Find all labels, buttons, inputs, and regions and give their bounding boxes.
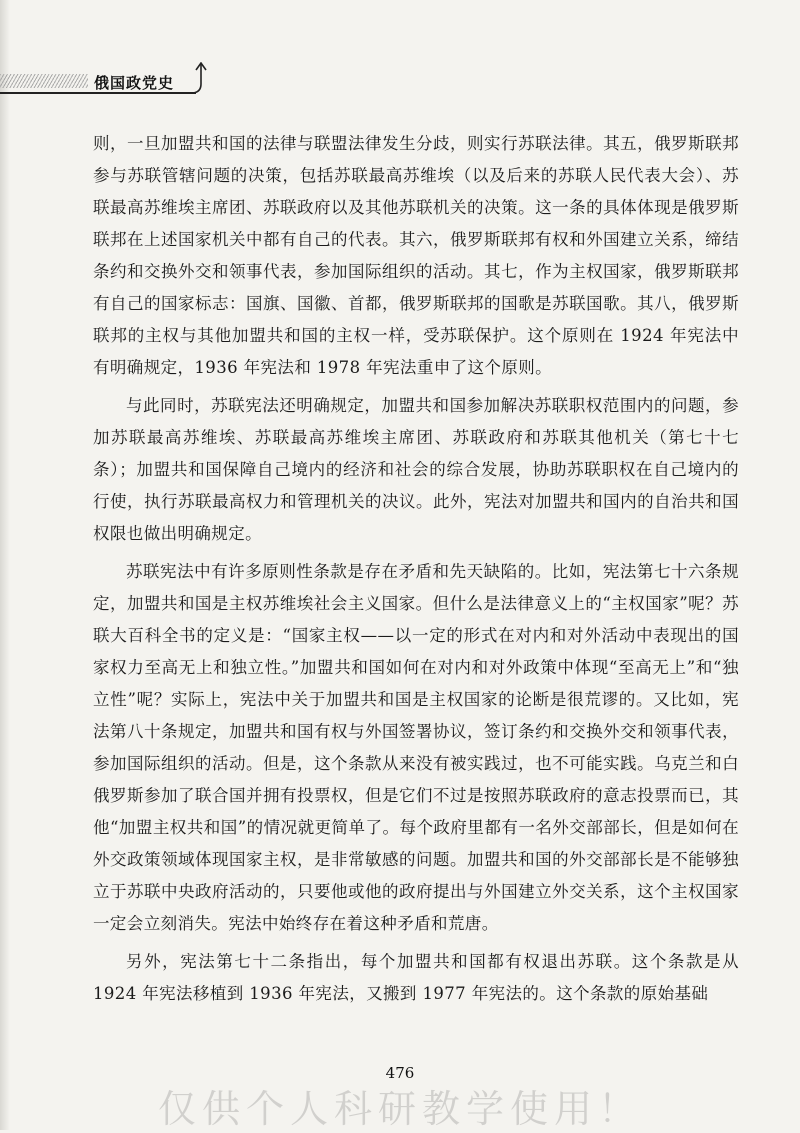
header-hatch-decoration	[0, 74, 88, 88]
paragraph-3: 苏联宪法中有许多原则性条款是存在矛盾和先天缺陷的。比如，宪法第七十六条规定，加盟共和国是主权苏维埃社会主义国家。但什么是法律意义上的“主权国家”呢？苏联大百科全书的定义是：“国家主权——以一定的形式在对内和对外活动中表现出的国家权力至高无上和独立性。”加盟共和国如何在对内和对外政策中体现“至高无上”和“独立性”呢？实际上，宪法中关于加盟共和国是主权国家的论断是很荒谬的。又比如，宪法第八十条规定，加盟共和国有权与外国签署协议，签订条约和交换外交和领事代表，参加国际组织的活动。但是，这个条款从来没有被实践过，也不可能实践。乌克兰和白俄罗斯参加了联合国并拥有投票权，但是它们不过是按照苏联政府的意志投票而已，其他“加盟主权共和国”的情况就更简单了。每个政府里都有一名外交部部长，但是如何在外交政策领域体现国家主权，是非常敏感的问题。加盟共和国的外交部部长是不能够独立于苏联中央政府活动的，只要他或他的政府提出与外国建立外交关系，这个主权国家一定会立刻消失。宪法中始终存在着这种矛盾和荒唐。	[93, 562, 739, 933]
page-number: 476	[385, 1064, 415, 1082]
watermark: 仅供个人科研教学使用！	[157, 1087, 642, 1131]
book-title: 俄国政党史	[94, 74, 175, 92]
header-rule	[0, 92, 196, 94]
body-text	[93, 128, 739, 1016]
running-header	[0, 62, 230, 102]
paragraph-2: 与此同时，苏联宪法还明确规定，加盟共和国参加解决苏联职权范围内的问题，参加苏联最高苏维埃、苏联最高苏维埃主席团、苏联政府和苏联其他机关（第七十七条）；加盟共和国保障自己境内的经济和社会的综合发展，协助苏联职权在自己境内的行使，执行苏联最高权力和管理机关的决议。此外，宪法对加盟共和国内的自治共和国权限也做出明确规定。	[93, 396, 739, 543]
paragraph-4: 另外，宪法第七十二条指出，每个加盟共和国都有权退出苏联。这个条款是从 1924 年宪法移植到 1936 年宪法，又搬到 1977 年宪法的。这个条款的原始基础	[93, 952, 739, 1003]
page-edge	[0, 0, 10, 1130]
paragraph-1: 则，一旦加盟共和国的法律与联盟法律发生分歧，则实行苏联法律。其五，俄罗斯联邦参与苏联管辖问题的决策，包括苏联最高苏维埃（以及后来的苏联人民代表大会）、苏联最高苏维埃主席团、苏联政府以及其他苏联机关的决策。这一条的具体体现是俄罗斯联邦在上述国家机关中都有自己的代表。其六，俄罗斯联邦有权和外国建立关系，缔结条约和交换外交和领事代表，参加国际组织的活动。其七，作为主权国家，俄罗斯联邦有自己的国家标志：国旗、国徽、首都，俄罗斯联邦的国歌是苏联国歌。其八，俄罗斯联邦的主权与其他加盟共和国的主权一样，受苏联保护。这个原则在 1924 年宪法中有明确规定，1936 年宪法和 1978 年宪法重申了这个原则。	[93, 134, 739, 377]
up-arrow-icon	[190, 62, 212, 98]
